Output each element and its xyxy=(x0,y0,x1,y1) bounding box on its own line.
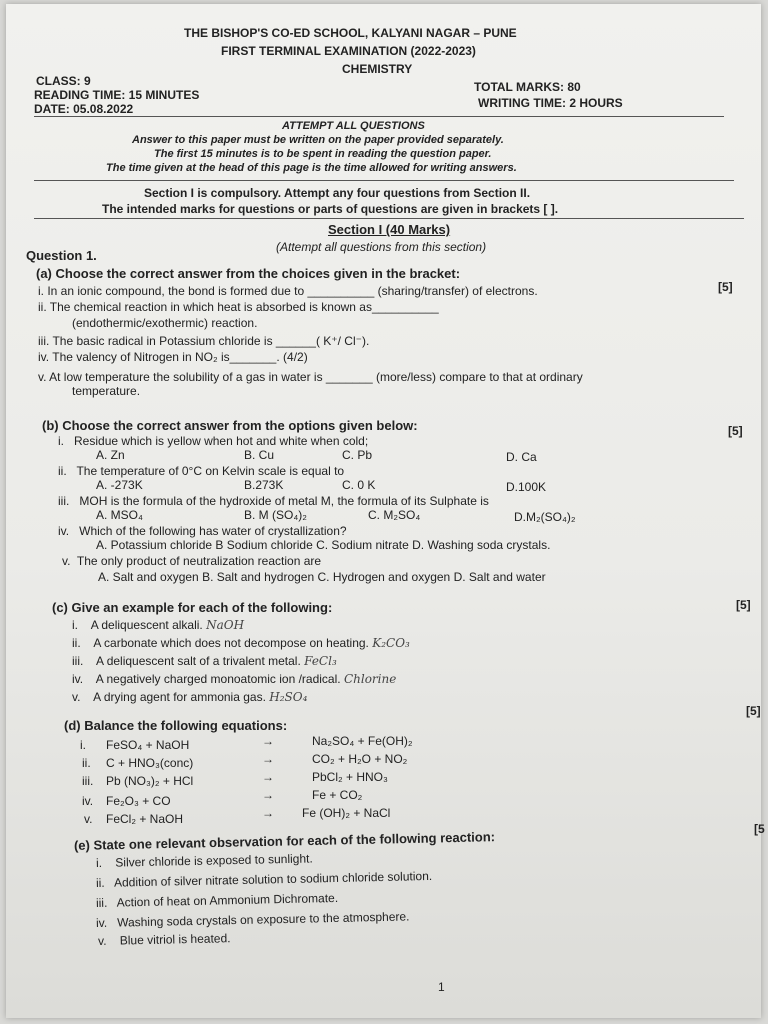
section-subtitle: (Attempt all questions from this section) xyxy=(276,240,487,254)
item-number: i. xyxy=(58,434,64,448)
equation-lhs: Fe₂O₃ + CO xyxy=(106,794,171,808)
part-b-marks: [5] xyxy=(728,424,743,438)
arrow-icon: → xyxy=(262,752,274,766)
arrow-icon: → xyxy=(262,734,274,748)
item-number: iv. xyxy=(38,350,50,364)
question-text: A deliquescent salt of a trivalent metal. xyxy=(96,654,301,668)
question-text: A carbonate which does not decompose on heating. xyxy=(93,636,369,650)
item-number: i. xyxy=(38,284,44,298)
option: B.273K xyxy=(244,478,284,492)
question-text: The temperature of 0°C on Kelvin scale is equal to xyxy=(76,464,345,478)
exam-date: DATE: 05.08.2022 xyxy=(34,102,134,116)
question-text: temperature. xyxy=(72,384,141,398)
arrow-icon: → xyxy=(262,788,274,802)
item-number: iii. xyxy=(58,494,70,508)
equation-lhs: FeSO₄ + NaOH xyxy=(106,738,190,752)
item-number: i. xyxy=(72,618,78,632)
question-text: (endothermic/exothermic) reaction. xyxy=(72,316,258,330)
equation-lhs: Pb (NO₃)₂ + HCl xyxy=(106,774,194,788)
item-number: iv. xyxy=(58,524,70,538)
item-number: iii. xyxy=(95,895,108,910)
school-name: THE BISHOP'S CO-ED SCHOOL, KALYANI NAGAR – PUNE xyxy=(184,26,517,40)
item-number: v. xyxy=(72,690,81,704)
part-d-marks: [5] xyxy=(746,704,761,718)
instructions-title: ATTEMPT ALL QUESTIONS xyxy=(282,120,425,132)
arrow-icon: → xyxy=(262,770,274,784)
question-text: Washing soda crystals on exposure to the atmosphere. xyxy=(116,909,410,930)
equation-lhs: FeCl₂ + NaOH xyxy=(106,812,184,826)
exam-title: FIRST TERMINAL EXAMINATION (2022-2023) xyxy=(221,44,476,58)
question-label: Question 1. xyxy=(26,248,97,263)
item-number: iv. xyxy=(95,915,108,930)
item-number: ii. xyxy=(38,300,47,314)
part-a-title: (a) Choose the correct answer from the choices given in the bracket: xyxy=(36,266,461,281)
option: C. M₂SO₄ xyxy=(368,508,421,522)
item-number: iii. xyxy=(38,334,50,348)
option: A. MSO₄ xyxy=(96,508,143,522)
question-text: MOH is the formula of the hydroxide of metal M, the formula of its Sulphate is xyxy=(79,494,489,508)
option: C. 0 K xyxy=(342,478,376,492)
page-number: 1 xyxy=(438,980,445,994)
question-text: The basic radical in Potassium chloride is ______( K⁺/ Cl⁻). xyxy=(52,334,370,348)
question-text: Residue which is yellow when hot and white when cold; xyxy=(74,434,369,448)
part-d-title: (d) Balance the following equations: xyxy=(64,718,288,733)
handwritten-answer: NaOH xyxy=(206,618,245,632)
question-text: Silver chloride is exposed to sunlight. xyxy=(115,851,313,870)
item-number: v. xyxy=(84,812,93,826)
part-a-marks: [5] xyxy=(718,280,733,294)
handwritten-answer: FeCl₃ xyxy=(304,654,337,668)
handwritten-answer: H₂SO₄ xyxy=(269,690,308,704)
question-text: In an ionic compound, the bond is formed due to __________ (sharing/transfer) of electrons. xyxy=(47,284,538,298)
equation-rhs: Fe (OH)₂ + NaCl xyxy=(302,806,391,820)
equation-rhs: CO₂ + H₂O + NO₂ xyxy=(312,752,408,766)
equation-lhs: C + HNO₃(conc) xyxy=(106,756,194,770)
question-text: A deliquescent alkali. xyxy=(90,618,203,632)
option: D. Ca xyxy=(506,450,537,464)
option: B. M (SO₄)₂ xyxy=(244,508,307,522)
part-e-marks: [5 xyxy=(754,822,765,836)
option: D.M₂(SO₄)₂ xyxy=(514,510,576,524)
header-rule xyxy=(34,116,724,117)
question-text: Which of the following has water of crystallization? xyxy=(79,524,347,538)
item-number: i. xyxy=(80,738,86,752)
class-label: CLASS: 9 xyxy=(36,74,91,88)
item-number: i. xyxy=(95,855,103,870)
item-number: ii. xyxy=(82,756,91,770)
equation-rhs: Na₂SO₄ + Fe(OH)₂ xyxy=(312,734,413,748)
reading-time: READING TIME: 15 MINUTES xyxy=(34,88,200,102)
question-text: A negatively charged monoatomic ion /radical. xyxy=(95,672,341,686)
question-text: Addition of silver nitrate solution to sodium chloride solution. xyxy=(113,868,433,890)
item-number: ii. xyxy=(58,464,67,478)
option: C. Pb xyxy=(342,448,373,462)
item-number: v. xyxy=(38,370,47,384)
option-line: A. Salt and oxygen B. Salt and hydrogen C. Hydrogen and oxygen D. Salt and water xyxy=(98,570,546,584)
equation-rhs: Fe + CO₂ xyxy=(312,788,363,802)
part-e-title: (e) State one relevant observation for each of the following reaction: xyxy=(73,829,496,853)
section-title: Section I (40 Marks) xyxy=(328,222,451,237)
item-number: iii. xyxy=(82,774,94,788)
item-number: v. xyxy=(62,554,71,568)
writing-time: WRITING TIME: 2 HOURS xyxy=(478,96,623,110)
item-number: iv. xyxy=(82,794,94,808)
option: B. Cu xyxy=(244,448,275,462)
subject-title: CHEMISTRY xyxy=(342,62,413,76)
question-text: The chemical reaction in which heat is absorbed is known as__________ xyxy=(49,300,439,314)
option: A. -273K xyxy=(96,478,143,492)
exam-paper xyxy=(6,4,765,1018)
question-text: The valency of Nitrogen in NO₂ is_______. (4/2) xyxy=(52,350,308,364)
handwritten-answer: Chlorine xyxy=(343,672,397,686)
part-b-title: (b) Choose the correct answer from the options given below: xyxy=(42,418,418,433)
question-text: The only product of neutralization reaction are xyxy=(76,554,322,568)
question-text: At low temperature the solubility of a gas in water is _______ (more/less) compare to that at ordinary xyxy=(49,370,583,384)
option-line: A. Potassium chloride B Sodium chloride C. Sodium nitrate D. Washing soda crystals. xyxy=(96,538,551,552)
equation-rhs: PbCl₂ + HNO₃ xyxy=(312,770,388,784)
part-c-marks: [5] xyxy=(736,598,751,612)
section-note: Section I is compulsory. Attempt any four questions from Section II. xyxy=(144,186,531,200)
question-text: A drying agent for ammonia gas. xyxy=(93,690,266,704)
marks-note: The intended marks for questions or parts of questions are given in brackets [ ]. xyxy=(102,202,559,216)
question-text: Action of heat on Ammonium Dichromate. xyxy=(116,890,339,910)
instructions-rule xyxy=(34,180,734,181)
notes-rule xyxy=(34,218,744,219)
option: D.100K xyxy=(506,480,547,494)
arrow-icon: → xyxy=(262,806,274,820)
part-c-title: (c) Give an example for each of the following: xyxy=(52,600,333,615)
instruction-line: The time given at the head of this page is the time allowed for writing answers. xyxy=(106,162,517,174)
option: A. Zn xyxy=(96,448,125,462)
item-number: iii. xyxy=(72,654,84,668)
instruction-line: The first 15 minutes is to be spent in reading the question paper. xyxy=(154,148,492,160)
handwritten-answer: K₂CO₃ xyxy=(372,636,410,650)
item-number: ii. xyxy=(72,636,81,650)
item-number: v. xyxy=(97,933,107,948)
item-number: ii. xyxy=(95,875,105,890)
instruction-line: Answer to this paper must be written on the paper provided separately. xyxy=(132,134,504,146)
item-number: iv. xyxy=(72,672,84,686)
question-text: Blue vitriol is heated. xyxy=(119,931,231,948)
total-marks: TOTAL MARKS: 80 xyxy=(474,80,581,94)
